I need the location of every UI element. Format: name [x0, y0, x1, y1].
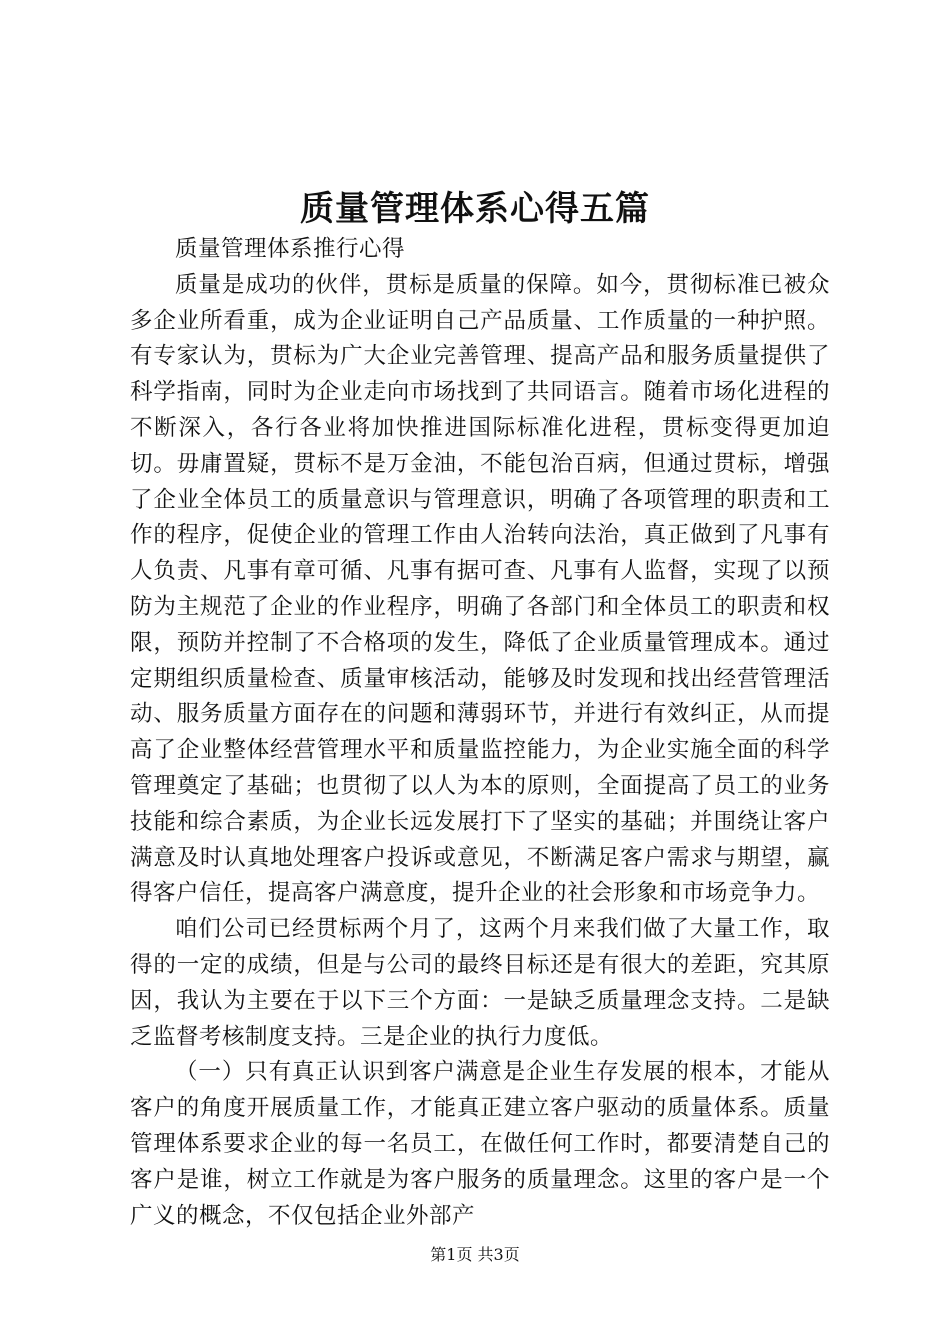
paragraph: 质量是成功的伙伴，贯标是质量的保障。如今，贯彻标准已被众多企业所看重，成为企业证明自己产品质量、工作质量的一种护照。有专家认为，贯标为广大企业完善管理、提高产品和服务质量提供了科学指南，同时为企业走向市场找到了共同语言。随着市场化进程的不断深入，各行各业将加快推进国际标准化进程，贯标变得更加迫切。毋庸置疑，贯标不是万金油，不能包治百病，但通过贯标，增强了企业全体员工的质量意识与管理意识，明确了各项管理的职责和工作的程序，促使企业的管理工作由人治转向法治，真正做到了凡事有人负责、凡事有章可循、凡事有据可查、凡事有人监督，实现了以预防为主规范了企业的作业程序，明确了各部门和全体员工的职责和权限，预防并控制了不合格项的发生，降低了企业质量管理成本。通过定期组织质量检查、质量审核活动，能够及时发现和找出经营管理活动、服务质量方面存在的问题和薄弱环节，并进行有效纠正，从而提高了企业整体经营管理水平和质量监控能力，为企业实施全面的科学管理奠定了基础；也贯彻了以人为本的原则，全面提高了员工的业务技能和综合素质，为企业长远发展打下了坚实的基础；并围绕让客户满意及时认真地处理客户投诉或意见，不断满足客户需求与期望，赢得客户信任，提高客户满意度，提升企业的社会形象和市场竞争力。: [130, 271, 830, 907]
page-number-footer: 第1页 共3页: [430, 1245, 520, 1264]
paragraph: （一）只有真正认识到客户满意是企业生存发展的根本，才能从客户的角度开展质量工作，才能真正建立客户驱动的质量体系。质量管理体系要求企业的每一名员工，在做任何工作时，都要清楚自己的客户是谁，树立工作就是为客户服务的质量理念。这里的客户是一个广义的概念，不仅包括企业外部产: [130, 1059, 830, 1229]
document-body: [130, 232, 830, 1234]
paragraph: 咱们公司已经贯标两个月了，这两个月来我们做了大量工作，取得的一定的成绩，但是与公司的最终目标还是有很大的差距，究其原因，我认为主要在于以下三个方面：一是缺乏质量理念支持。二是缺乏监督考核制度支持。三是企业的执行力度低。: [130, 916, 830, 1050]
document-title: 质量管理体系心得五篇: [300, 189, 650, 229]
section-heading: 质量管理体系推行心得: [175, 236, 406, 262]
